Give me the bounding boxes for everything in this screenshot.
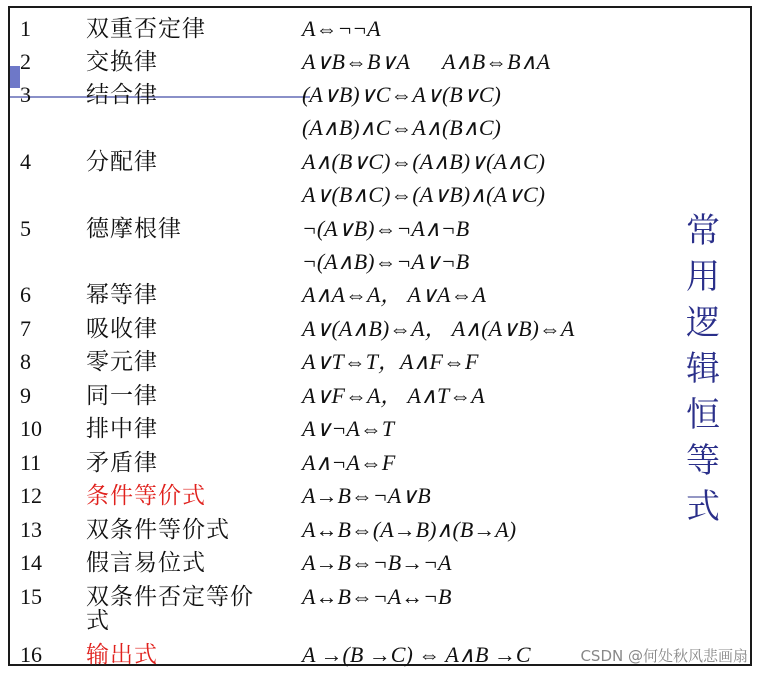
law-name: 吸收律 [86,316,158,342]
law-name: 零元律 [86,349,158,375]
law-name: 分配律 [86,149,158,175]
row-number: 14 [20,550,42,575]
identities-table [8,6,752,666]
row-5b [10,247,670,280]
law-formula: A∨¬A⇔T [302,416,395,441]
law-formula: A⇔¬¬A [302,16,381,41]
row-number: 5 [20,216,31,241]
law-formula: (A∨B)∨C⇔A∨(B∨C) [302,82,501,107]
law-name: 双条件等价式 [86,517,230,543]
row-1 [10,14,670,47]
row-number: 13 [20,517,42,542]
watermark: CSDN @何处秋风悲画扇 [580,647,748,665]
law-name: 输出式 [86,642,158,668]
law-name: 结合律 [86,82,158,108]
row-number: 7 [20,316,31,341]
law-formula: (A∧B)∧C⇔A∧(B∧C) [302,115,501,140]
row-4 [10,147,670,180]
law-formula: A↔B⇔¬A↔¬B [302,584,452,609]
law-formula: A→B⇔¬B→¬A [302,550,452,575]
law-name-continued: 式 [86,608,110,634]
row-4b [10,180,670,213]
law-formula: A→B⇔¬A∨B [302,483,431,508]
law-formula: A∨(B∧C)⇔(A∨B)∧(A∨C) [302,182,546,207]
row-13 [10,515,670,548]
row-number: 12 [20,483,42,508]
law-formula: ¬(A∨B)⇔¬A∧¬B [302,216,470,241]
row-9 [10,381,670,414]
row-number: 4 [20,149,31,174]
law-formula: A∨(A∧B)⇔A， A∧(A∨B)⇔A [302,316,575,341]
row-number: 10 [20,416,42,441]
row-number: 9 [20,383,31,408]
law-formula: A∧(B∨C)⇔(A∧B)∨(A∧C) [302,149,546,174]
law-formula: A∧¬A⇔F [302,450,396,475]
row-number: 11 [20,450,42,475]
row-11 [10,448,670,481]
law-formula: A∧A⇔A， A∨A⇔A [302,282,486,307]
row-number: 2 [20,49,31,74]
row-14 [10,548,670,581]
row-number: 3 [20,82,31,107]
row-2 [10,47,670,80]
row-number: 16 [20,642,42,667]
law-formula: A →(B →C) ⇔ A∧B →C [302,642,531,667]
row-5 [10,214,670,247]
law-formula: ¬(A∧B)⇔¬A∨¬B [302,249,470,274]
law-name: 双条件否定等价 [86,584,254,610]
law-formula: A∨F⇔A， A∧T⇔A [302,383,485,408]
row-6 [10,280,670,313]
law-formula: A∨B⇔B∨A A∧B⇔B∧A [302,49,551,74]
row-number: 1 [20,16,31,41]
row-3 [10,80,670,113]
law-name: 德摩根律 [86,216,182,242]
law-name: 排中律 [86,416,158,442]
row-number: 6 [20,282,31,307]
row-number: 15 [20,584,42,609]
law-formula: A↔B⇔(A→B)∧(B→A) [302,517,517,542]
law-name: 同一律 [86,383,158,409]
side-title: 常用逻辑恒等式 [686,211,720,527]
row-3b [10,113,670,146]
row-10 [10,414,670,447]
law-name: 幂等律 [86,282,158,308]
row-12 [10,481,670,514]
law-name: 矛盾律 [86,450,158,476]
row-7 [10,314,670,347]
law-name: 双重否定律 [86,16,206,42]
law-formula: A∨T⇔T，A∧F⇔F [302,349,479,374]
row-8 [10,347,670,380]
row-number: 8 [20,349,31,374]
law-name: 假言易位式 [86,550,206,576]
law-name: 条件等价式 [86,483,206,509]
row-16 [10,640,670,673]
law-name: 交换律 [86,49,158,75]
